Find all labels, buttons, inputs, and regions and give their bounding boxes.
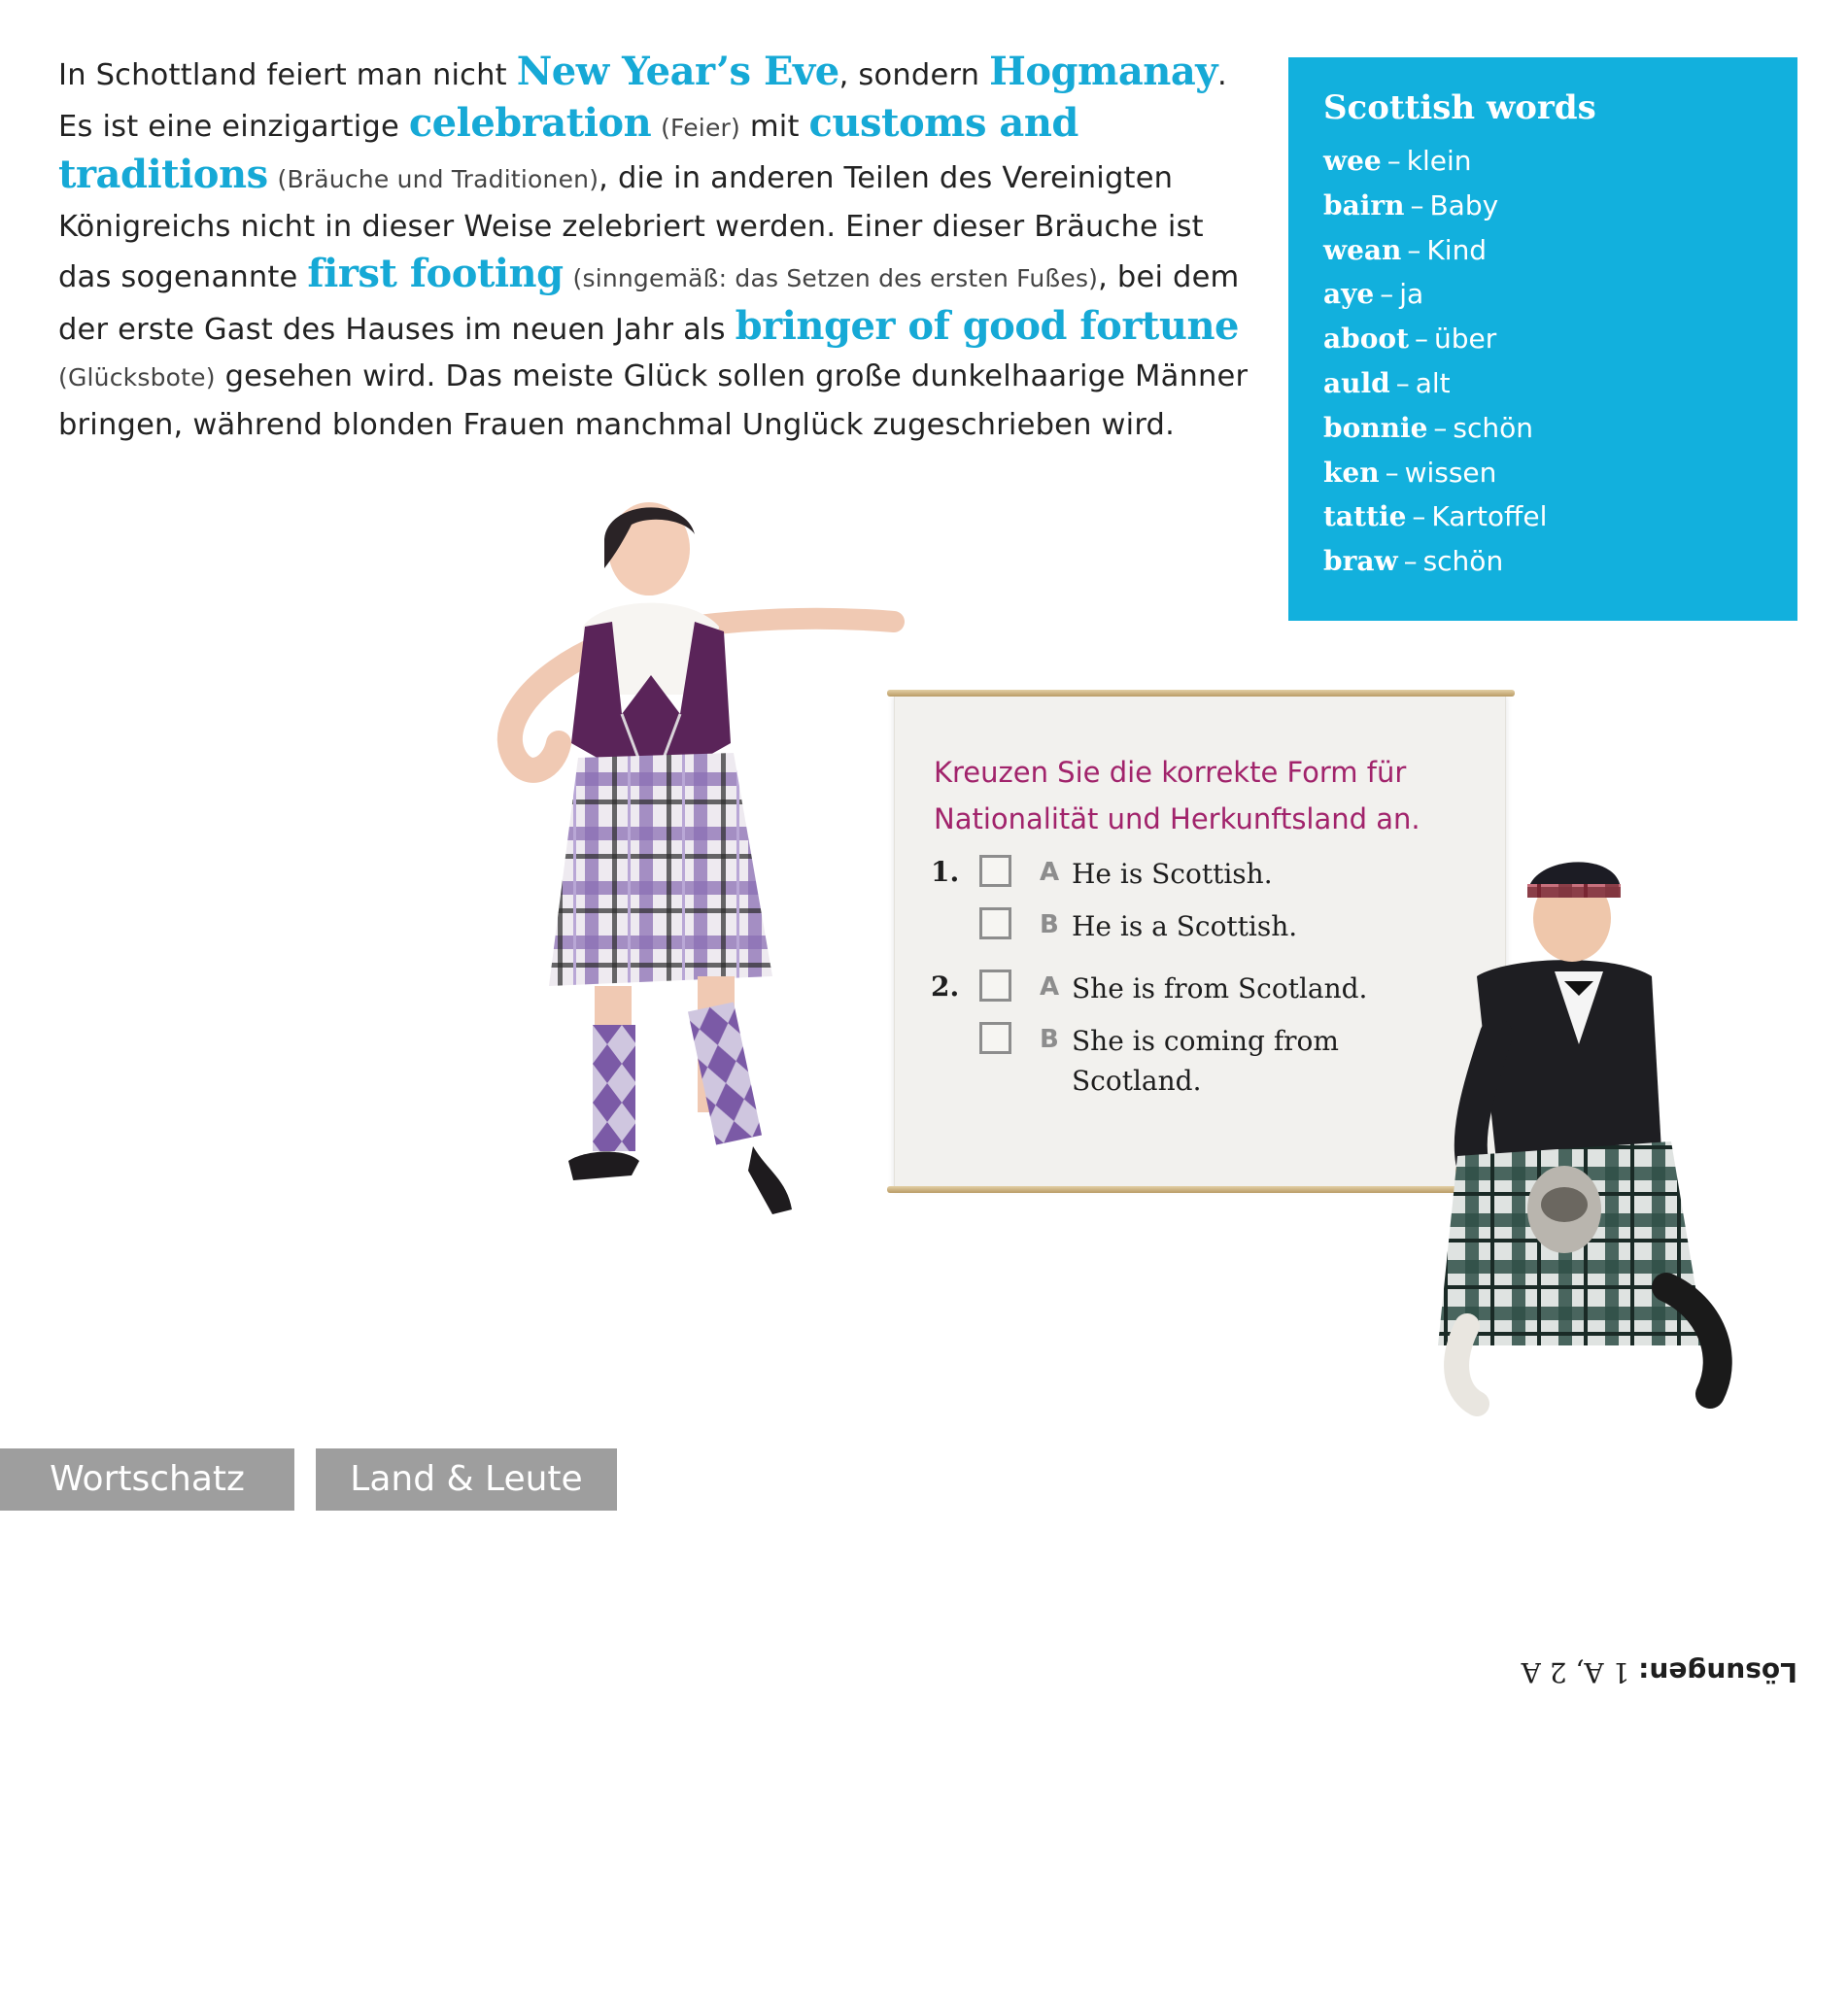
word-dash: –	[1395, 366, 1410, 399]
checkbox-2b[interactable]	[979, 1022, 1011, 1054]
scottish-word: auld	[1323, 366, 1390, 399]
word-meaning: alt	[1415, 366, 1451, 399]
gloss-first-footing: (sinngemäß: das Setzen des ersten Fußes)	[572, 264, 1099, 292]
scottish-word: wean	[1323, 233, 1402, 266]
word-dash: –	[1385, 456, 1399, 489]
tab-land-und-leute[interactable]: Land & Leute	[316, 1448, 617, 1511]
option-letter: A	[1040, 858, 1060, 887]
word-dash: –	[1410, 188, 1424, 221]
exercise-board	[894, 695, 1506, 1188]
intro-text: In Schottland feiert man nicht	[58, 58, 517, 92]
intro-text: Es ist eine einzigartige	[58, 109, 409, 144]
checkbox-1a[interactable]	[979, 855, 1011, 887]
list-item	[1323, 139, 1762, 184]
question-number: 2.	[931, 970, 960, 1003]
word-meaning: schön	[1422, 545, 1504, 578]
solutions-label: Lösungen:	[1638, 1656, 1797, 1688]
word-meaning: Baby	[1429, 188, 1499, 221]
list-item	[1323, 228, 1762, 273]
scottish-words-title: Scottish words	[1323, 88, 1596, 127]
solutions-upside-down	[1521, 1656, 1797, 1688]
option-text: He is a Scottish.	[1072, 910, 1298, 942]
term-hogmanay: Hogmanay	[989, 49, 1218, 94]
intro-text: gesehen wird. Das meiste Glück sollen große dunkelhaarige Männer bringen, während blonden Frauen manchmal Unglück zugeschrieben wird.	[58, 359, 1249, 442]
scottish-word: aboot	[1323, 323, 1410, 356]
scottish-word: bairn	[1323, 188, 1405, 221]
word-meaning: schön	[1453, 411, 1534, 444]
term-new-years-eve: New Year’s Eve	[516, 49, 839, 94]
illustration-scene	[476, 500, 1778, 1423]
solutions-answers: 1 A, 2 A	[1521, 1656, 1630, 1688]
option-text: She is coming from Scotland.	[1072, 1025, 1339, 1097]
gloss-braeuche: (Bräuche und Traditionen)	[277, 165, 599, 193]
board-top-rod	[887, 690, 1515, 697]
list-item	[1323, 361, 1762, 406]
scottish-word: tattie	[1323, 500, 1407, 533]
exercise-instruction: Kreuzen Sie die korrekte Form für Nationalität und Herkunftsland an.	[934, 756, 1420, 835]
list-item	[1323, 317, 1762, 361]
word-dash: –	[1407, 233, 1421, 266]
word-dash: –	[1386, 145, 1401, 177]
intro-text: , bei dem der erste Gast des Hauses im neuen Jahr als	[58, 260, 1240, 347]
term-customs-and-traditions: customs and traditions	[58, 99, 1078, 197]
list-item	[1323, 184, 1762, 228]
intro-text: , sondern	[838, 58, 990, 92]
option-text: He is Scottish.	[1072, 858, 1273, 890]
option-letter: B	[1040, 910, 1059, 939]
word-dash: –	[1412, 500, 1426, 533]
word-meaning: Kind	[1426, 233, 1488, 266]
intro-text: .	[1217, 58, 1227, 92]
term-first-footing: first footing	[307, 251, 564, 296]
word-meaning: über	[1434, 323, 1497, 356]
word-meaning: wissen	[1404, 456, 1497, 489]
term-bringer-of-good-fortune: bringer of good fortune	[735, 302, 1239, 349]
list-item	[1323, 272, 1762, 317]
scottish-word: aye	[1323, 278, 1375, 311]
word-dash: –	[1403, 545, 1418, 578]
word-meaning: klein	[1406, 145, 1472, 177]
option-letter: B	[1040, 1025, 1059, 1054]
checkbox-1b[interactable]	[979, 907, 1011, 939]
word-meaning: Kartoffel	[1431, 500, 1548, 533]
option-text: She is from Scotland.	[1072, 972, 1368, 1004]
gloss-feier: (Feier)	[661, 113, 740, 142]
scottish-word: bonnie	[1323, 411, 1428, 444]
option-letter: A	[1040, 972, 1060, 1002]
intro-paragraph	[58, 49, 1253, 449]
man-figure-illustration	[1419, 840, 1778, 1423]
list-item	[1323, 451, 1762, 495]
scottish-word: braw	[1323, 545, 1398, 578]
tab-wortschatz[interactable]: Wortschatz	[0, 1448, 294, 1511]
intro-text: mit	[739, 109, 809, 144]
scottish-word: ken	[1323, 456, 1380, 489]
scottish-word: wee	[1323, 145, 1382, 177]
question-number: 1.	[931, 856, 960, 888]
checkbox-2a[interactable]	[979, 970, 1011, 1002]
word-dash: –	[1415, 323, 1429, 356]
term-celebration: celebration	[408, 99, 652, 146]
word-dash: –	[1380, 278, 1394, 311]
list-item	[1323, 406, 1762, 451]
gloss-gluecksbote: (Glücksbote)	[58, 363, 216, 391]
word-meaning: ja	[1399, 278, 1424, 311]
intro-text: , die in anderen Teilen des Vereinigten Königreichs nicht in dieser Weise zelebriert werden. Einer dieser Bräuche ist das sogenannte	[58, 161, 1204, 294]
word-dash: –	[1433, 411, 1448, 444]
